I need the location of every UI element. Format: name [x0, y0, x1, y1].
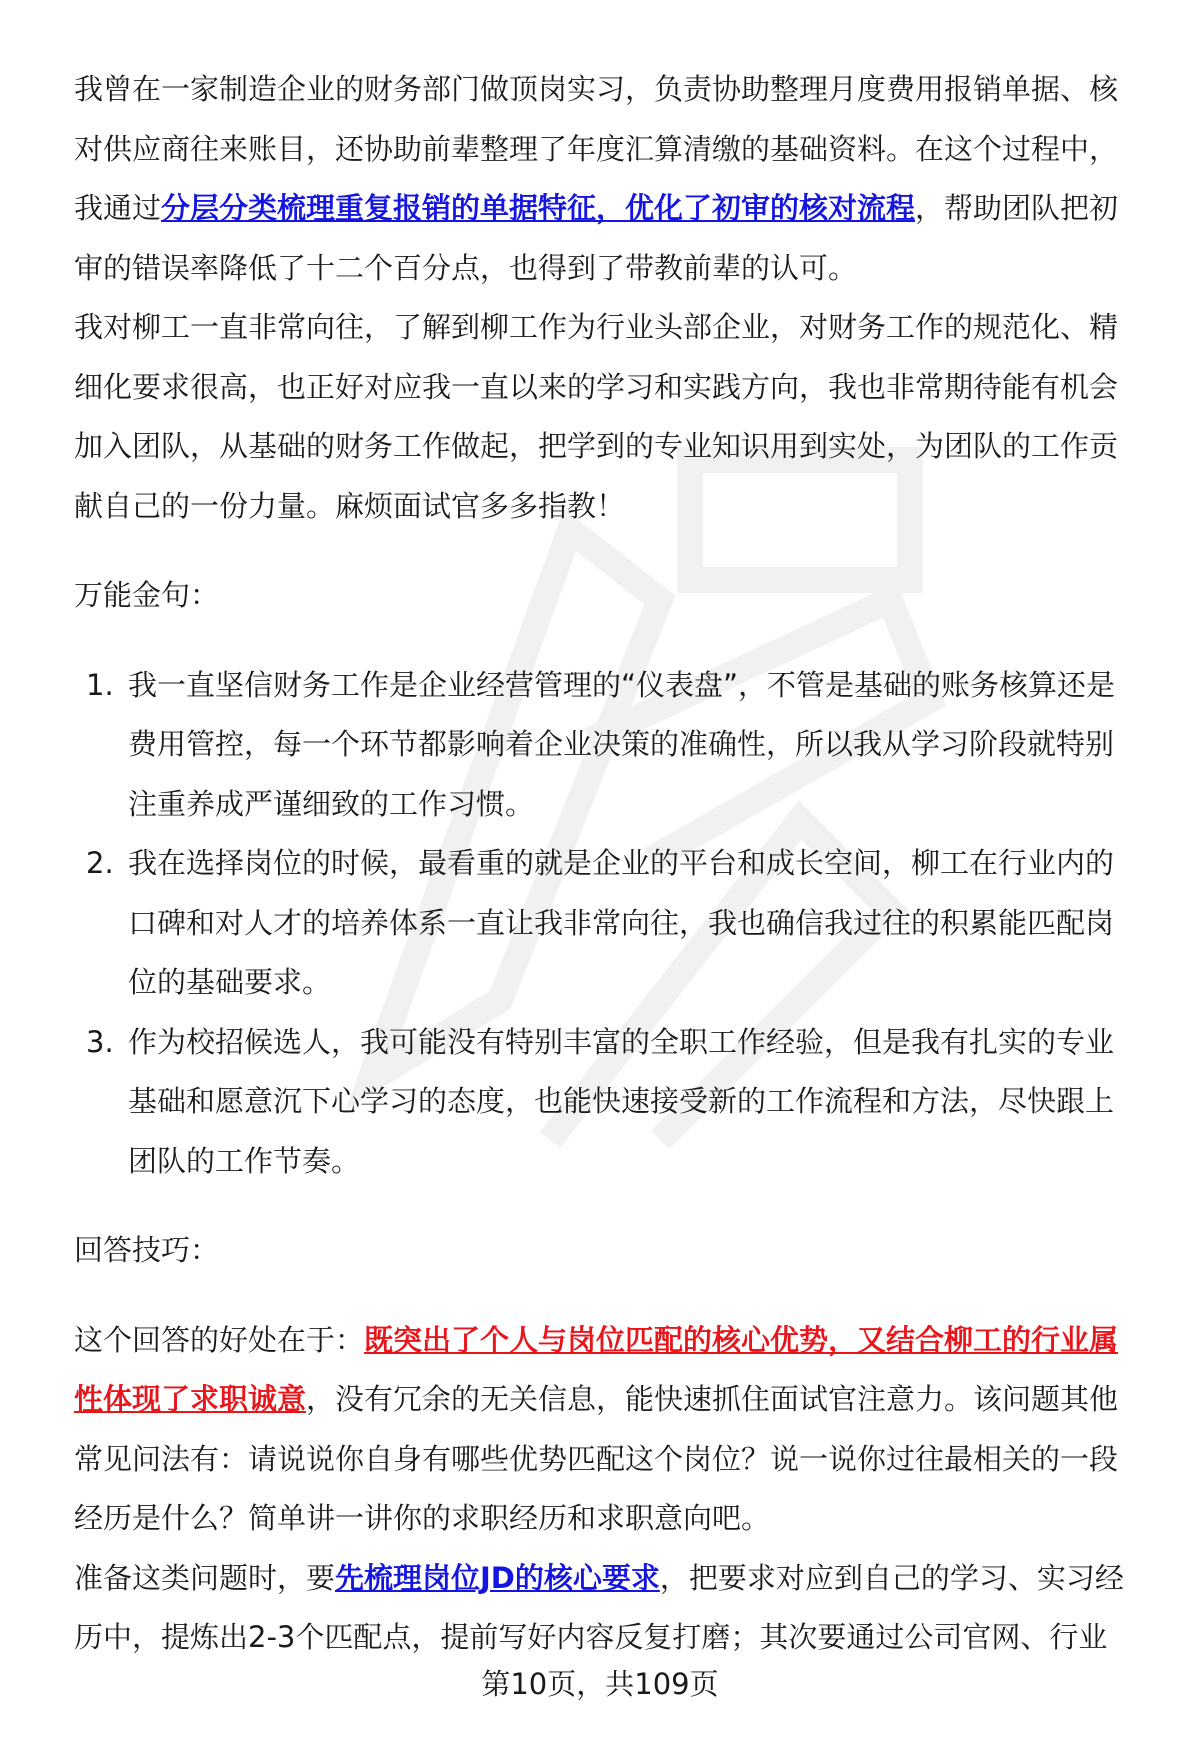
list-item-text: 我一直坚信财务工作是企业经营管理的“仪表盘”，不管是基础的账务核算还是费用管控，每一个环节都影响着企业决策的准确性，所以我从学习阶段就特别注重养成严谨细致的工作习惯。 [128, 667, 1116, 821]
prep-highlight: 先梳理岗位JD的核心要求 [335, 1560, 660, 1595]
list-item-number: 2. [86, 846, 114, 880]
prep-paragraph [74, 1549, 1142, 1668]
tips-heading: 回答技巧： [74, 1233, 220, 1267]
golden-list [74, 656, 1142, 1192]
list-item-text: 我在选择岗位的时候，最看重的就是企业的平台和成长空间，柳工在行业内的口碑和对人才的培养体系一直让我非常向往，我也确信我过往的积累能匹配岗位的基础要求。 [128, 846, 1115, 999]
motivation-paragraph: 我对柳工一直非常向往，了解到柳工作为行业头部企业，对财务工作的规范化、精细化要求很高，也正好对应我一直以来的学习和实践方向，我也非常期待能有机会加入团队，从基础的财务工作做起，把学到的专业知识用到实处，为团队的工作贡献自己的一份力量。麻烦面试官多多指教！ [74, 310, 1119, 523]
list-item-number: 1. [86, 667, 114, 702]
list-item-text: 作为校招候选人，我可能没有特别丰富的全职工作经验，但是我有扎实的专业基础和愿意沉下心学习的态度，也能快速接受新的工作流程和方法，尽快跟上团队的工作节奏。 [128, 1024, 1115, 1178]
tips-text-b: ，没有冗余的无关信息，能快速抓住面试官注意力。该问题其他常见问法有：请说说你自身有哪些优势匹配这个岗位？说一说你过往最相关的一段经历是什么？简单讲一讲你的求职经历和求职意向吧。 [74, 1382, 1119, 1535]
intro-text-b: ，帮助团队把初审的错误率降低了十二个百分点，也得到了带教前辈的认可。 [74, 191, 1119, 285]
intro-text-a: 我曾在一家制造企业的财务部门做顶岗实习，负责协助整理月度费用报销单据、核对供应商往来账目，还协助前辈整理了年度汇算清缴的基础资料。在这个过程中，我通过 [74, 72, 1119, 225]
prep-text-b: ，把要求对应到自己的学习、实习经历中，提炼出2-3个匹配点，提前写好内容反复打磨；其次要通过公司官网、行业 [74, 1560, 1124, 1654]
prep-text-a: 准备这类问题时，要 [74, 1560, 336, 1595]
intro-highlight: 分层分类梳理重复报销的单据特征，优化了初审的核对流程 [161, 191, 916, 225]
list-item [74, 834, 1142, 1013]
golden-heading: 万能金句： [74, 578, 220, 612]
intro-paragraph [74, 60, 1142, 298]
list-item [74, 1013, 1142, 1192]
tips-paragraph [74, 1311, 1142, 1549]
document-body [74, 60, 1142, 1668]
page-number: 第10页，共109页 [481, 1667, 719, 1701]
list-item-number: 3. [86, 1024, 114, 1059]
list-item [74, 656, 1142, 835]
tips-text-a: 这个回答的好处在于： [74, 1322, 365, 1357]
tips-highlight: 既突出了个人与岗位匹配的核心优势，又结合柳工的行业属性体现了求职诚意 [74, 1322, 1119, 1416]
